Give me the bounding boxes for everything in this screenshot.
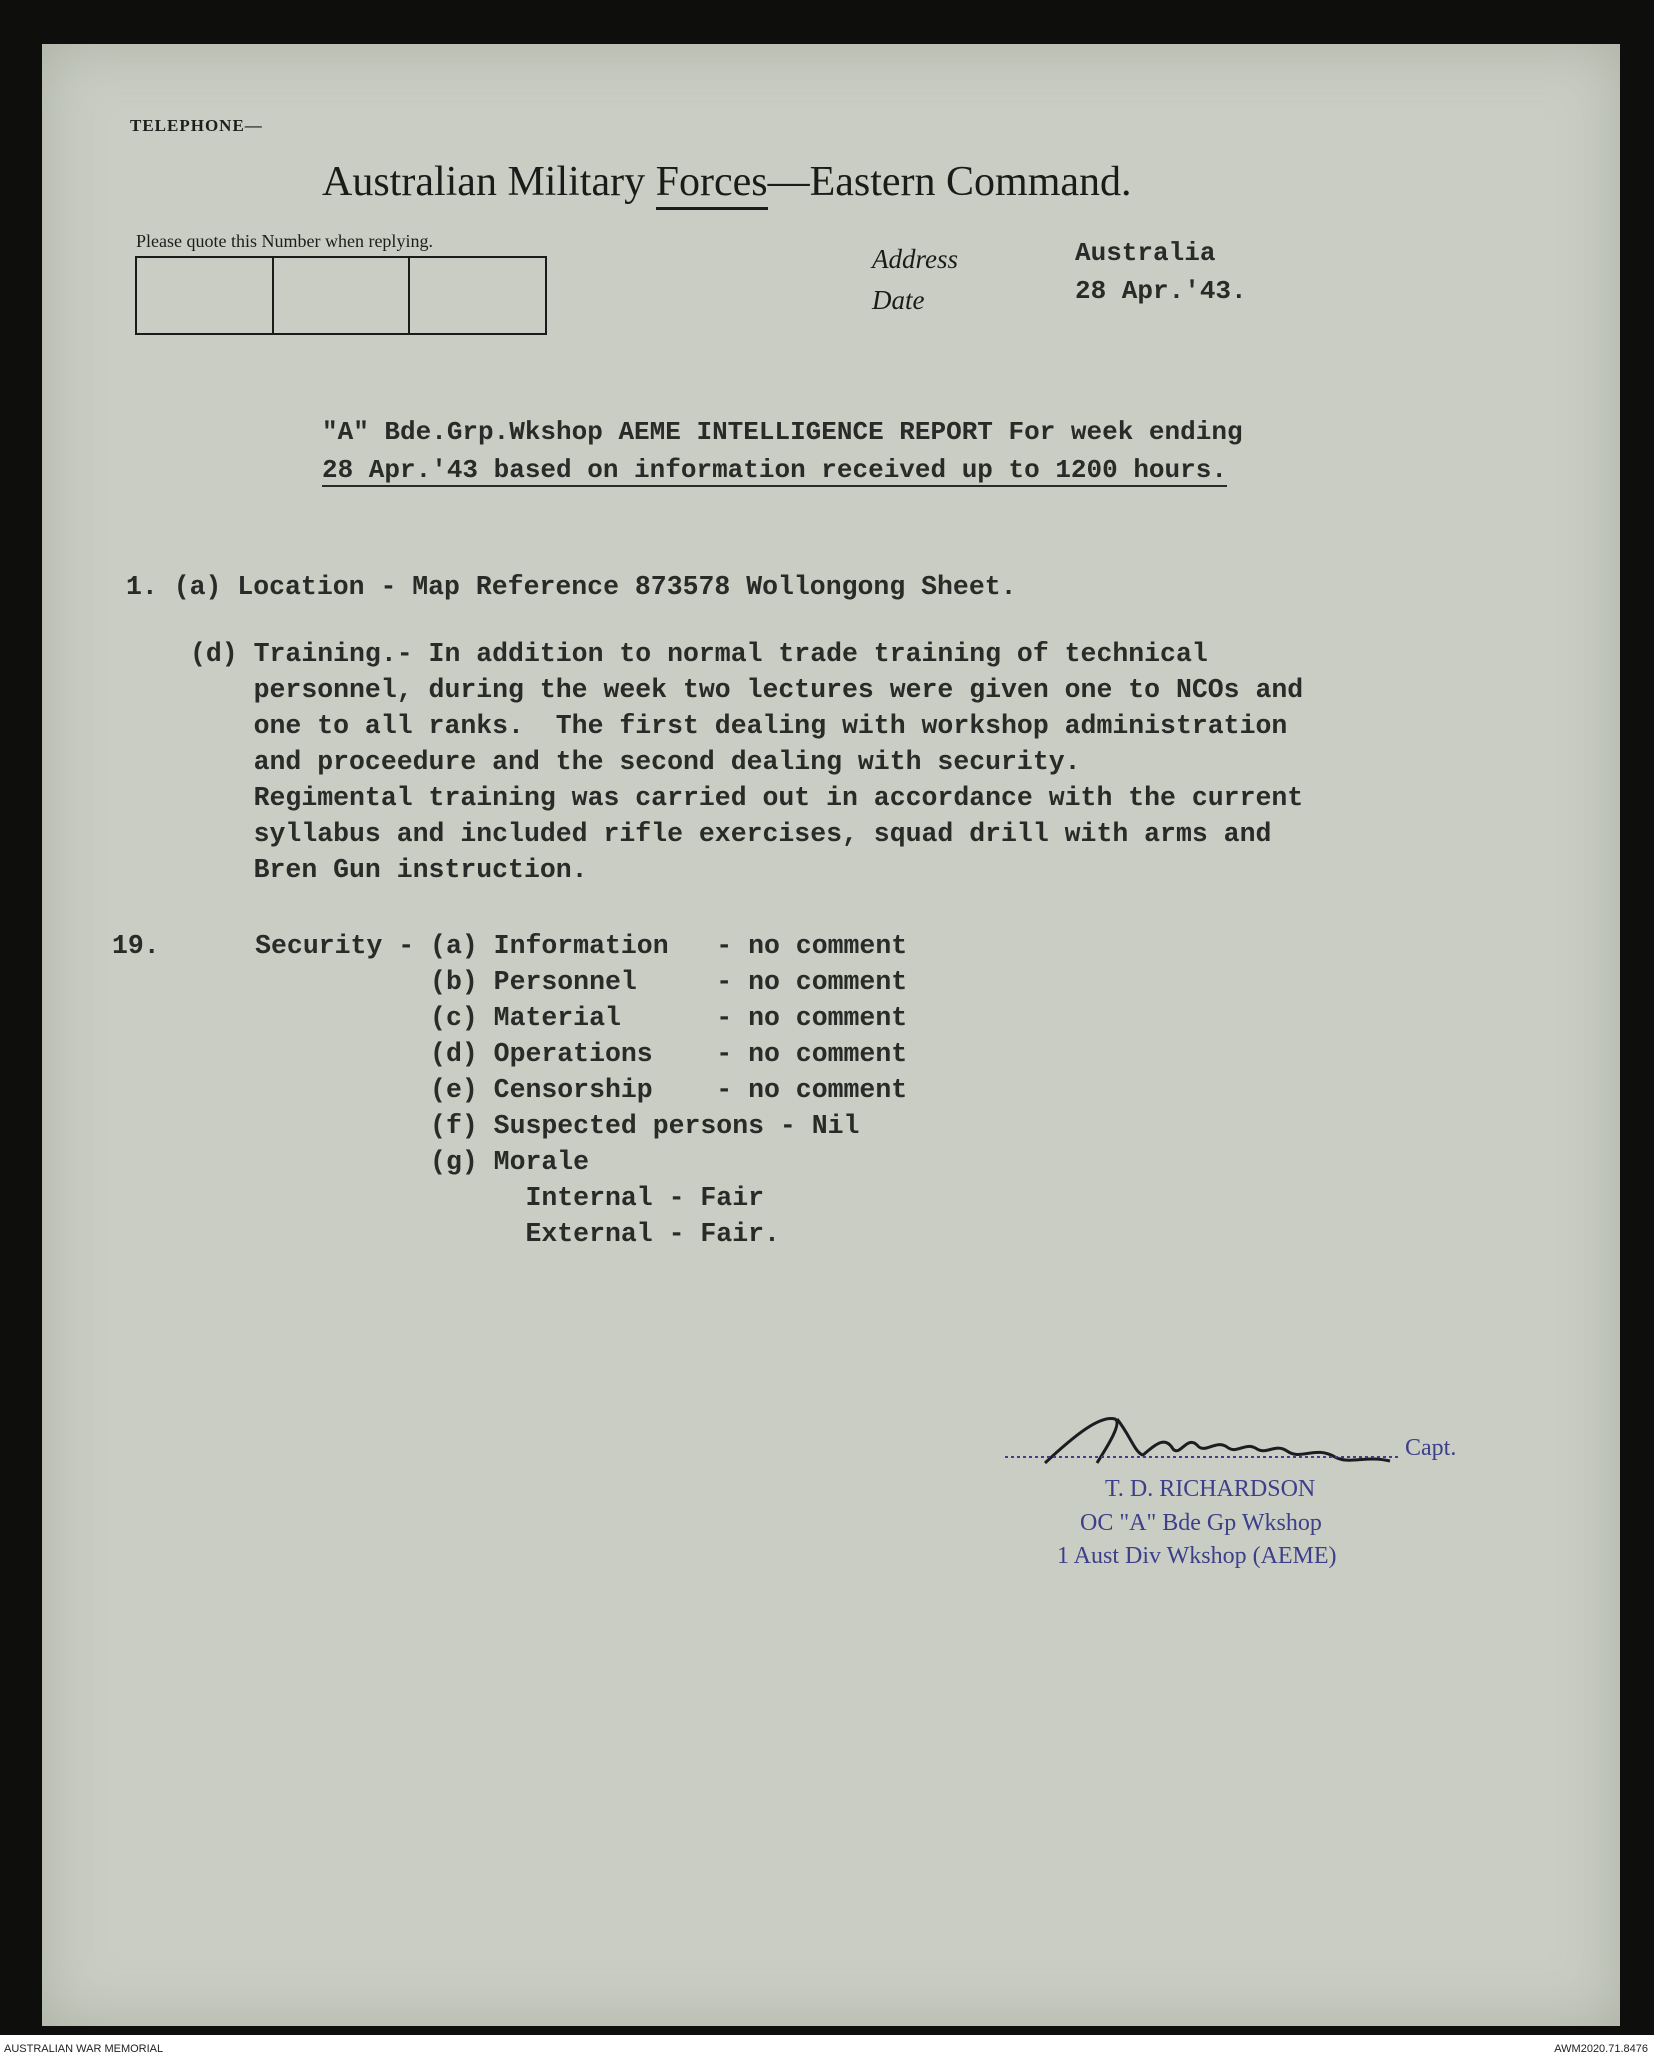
training-line: Bren Gun instruction. [190,855,588,885]
security-line: (d) Operations - no comment [112,1039,908,1069]
letterhead-part2: Forces [656,159,768,210]
security-line: (g) Morale [112,1147,590,1177]
document-page [42,44,1620,2026]
letterhead-part1: Australian Military [322,159,656,205]
letterhead-part3: —Eastern Command. [767,159,1132,205]
date-label: Date [872,285,925,315]
archive-name: AUSTRALIAN WAR MEMORIAL [4,2043,164,2055]
archive-footer [0,2035,1654,2061]
quote-number-note: Please quote this Number when replying. [136,231,433,251]
training-line: Regimental training was carried out in accordance with the current [190,783,1304,813]
reference-cell [274,258,411,333]
security-line: (e) Censorship - no comment [112,1075,908,1105]
security-line: (f) Suspected persons - Nil [112,1111,860,1141]
security-line: 19. Security - (a) Information - no comment [112,931,908,961]
letterhead-title [322,158,1132,206]
training-line: one to all ranks. The first dealing with workshop administration [190,711,1288,741]
address-label: Address [872,244,958,274]
archive-accession-number: AWM2020.71.8476 [1554,2043,1648,2055]
location-line: 1. (a) Location - Map Reference 873578 Wollongong Sheet. [126,572,1017,602]
signatory-name: T. D. RICHARDSON [1105,1476,1316,1502]
report-title-line2-text: 28 Apr.'43 based on information received up to 1200 hours. [322,455,1227,485]
handwritten-signature [1005,1405,1425,1475]
training-line: syllabus and included rifle exercises, squad drill with arms and [190,819,1272,849]
report-title-line2 [322,455,1227,485]
date-value: 28 Apr.'43. [1075,276,1247,306]
training-line: (d) Training.- In addition to normal trade training of technical [190,639,1208,669]
reference-number-box [135,256,547,335]
training-line: and proceedure and the second dealing with security. [190,747,1081,777]
report-title-line1: "A" Bde.Grp.Wkshop AEME INTELLIGENCE REPORT For week ending [322,417,1243,447]
training-line: personnel, during the week two lectures were given one to NCOs and [190,675,1304,705]
reference-cell [137,258,274,333]
reference-cell [410,258,545,333]
signatory-unit-line2: 1 Aust Div Wkshop (AEME) [1057,1543,1337,1569]
signatory-unit-line1: OC "A" Bde Gp Wkshop [1080,1510,1322,1536]
security-line: Internal - Fair [112,1183,765,1213]
address-value: Australia [1075,238,1216,268]
security-line: (c) Material - no comment [112,1003,908,1033]
security-line: (b) Personnel - no comment [112,967,908,997]
signature-rank: Capt. [1405,1435,1457,1461]
security-line: External - Fair. [112,1219,780,1249]
telephone-label: TELEPHONE— [130,116,263,135]
signature-block [1005,1405,1465,1605]
